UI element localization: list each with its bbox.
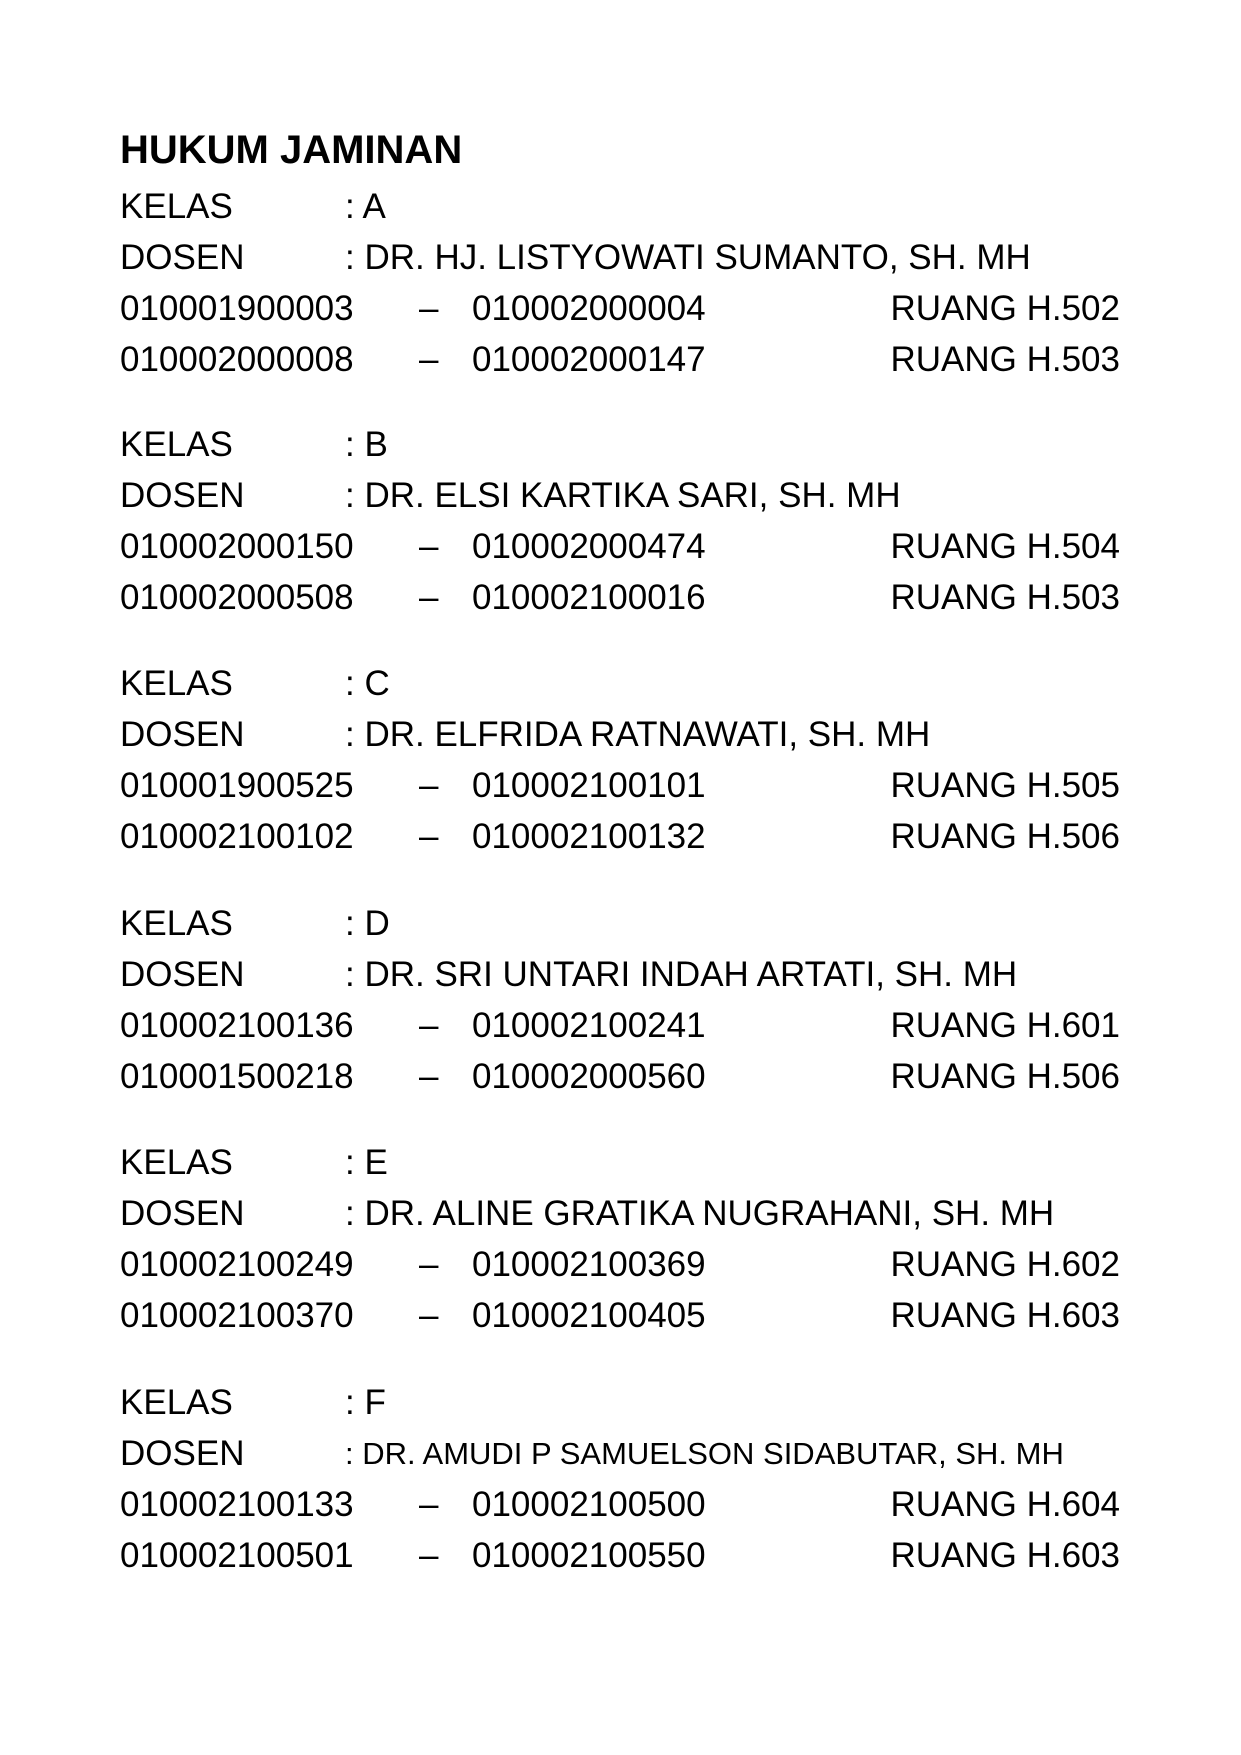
dosen-value: : DR. SRI UNTARI INDAH ARTATI, SH. MH — [345, 955, 1018, 994]
range-dash: – — [419, 340, 439, 379]
document-title: HUKUM JAMINAN — [120, 128, 463, 172]
range-start: 010001900525 — [120, 766, 354, 805]
student-range-row — [120, 1530, 1130, 1581]
room-label: RUANG H.603 — [890, 1296, 1120, 1335]
dosen-label: DOSEN — [120, 1434, 245, 1473]
range-start: 010002100370 — [120, 1296, 354, 1335]
range-dash: – — [419, 1245, 439, 1284]
student-range-row — [120, 760, 1130, 811]
room-label: RUANG H.602 — [890, 1245, 1120, 1284]
dosen-label: DOSEN — [120, 238, 245, 277]
range-dash: – — [419, 1006, 439, 1045]
kelas-label: KELAS — [120, 187, 233, 226]
student-range-row — [120, 572, 1130, 623]
range-end: 010002100550 — [472, 1536, 706, 1575]
dosen-line — [120, 1428, 1130, 1479]
range-start: 010002100249 — [120, 1245, 354, 1284]
range-start: 010002100133 — [120, 1485, 354, 1524]
room-label: RUANG H.604 — [890, 1485, 1120, 1524]
range-dash: – — [419, 1485, 439, 1524]
kelas-line — [120, 898, 1130, 949]
range-end: 010002100405 — [472, 1296, 706, 1335]
student-range-row — [120, 1239, 1130, 1290]
range-start: 010002000508 — [120, 578, 354, 617]
student-range-row — [120, 811, 1130, 862]
range-start: 010001900003 — [120, 289, 354, 328]
dosen-value: : DR. ELFRIDA RATNAWATI, SH. MH — [345, 715, 931, 754]
range-start: 010002100102 — [120, 817, 354, 856]
range-dash: – — [419, 289, 439, 328]
range-end: 010002100241 — [472, 1006, 706, 1045]
range-end: 010002000004 — [472, 289, 706, 328]
range-end: 010002100500 — [472, 1485, 706, 1524]
range-start: 010002000150 — [120, 527, 354, 566]
kelas-line — [120, 181, 1130, 232]
student-range-row — [120, 1290, 1130, 1341]
dosen-label: DOSEN — [120, 476, 245, 515]
range-end: 010002000147 — [472, 340, 706, 379]
range-start: 010001500218 — [120, 1057, 354, 1096]
range-end: 010002000474 — [472, 527, 706, 566]
student-range-row — [120, 334, 1130, 385]
dosen-line — [120, 1188, 1130, 1239]
kelas-value: : F — [345, 1383, 386, 1422]
range-dash: – — [419, 817, 439, 856]
room-label: RUANG H.506 — [890, 1057, 1120, 1096]
student-range-row — [120, 1479, 1130, 1530]
dosen-value: : DR. ALINE GRATIKA NUGRAHANI, SH. MH — [345, 1194, 1055, 1233]
student-range-row — [120, 1000, 1130, 1051]
range-dash: – — [419, 1057, 439, 1096]
range-dash: – — [419, 1536, 439, 1575]
room-label: RUANG H.503 — [890, 340, 1120, 379]
kelas-label: KELAS — [120, 425, 233, 464]
room-label: RUANG H.504 — [890, 527, 1120, 566]
student-range-row — [120, 521, 1130, 572]
range-start: 010002100136 — [120, 1006, 354, 1045]
kelas-value: : D — [345, 904, 390, 943]
dosen-line — [120, 709, 1130, 760]
range-dash: – — [419, 766, 439, 805]
student-range-row — [120, 1051, 1130, 1102]
range-start: 010002100501 — [120, 1536, 354, 1575]
dosen-line — [120, 949, 1130, 1000]
room-label: RUANG H.502 — [890, 289, 1120, 328]
kelas-label: KELAS — [120, 904, 233, 943]
range-dash: – — [419, 527, 439, 566]
dosen-label: DOSEN — [120, 1194, 245, 1233]
range-end: 010002100016 — [472, 578, 706, 617]
kelas-line — [120, 1377, 1130, 1428]
kelas-line — [120, 1137, 1130, 1188]
dosen-value: : DR. ELSI KARTIKA SARI, SH. MH — [345, 476, 901, 515]
room-label: RUANG H.506 — [890, 817, 1120, 856]
class-section-b — [120, 419, 1130, 623]
room-label: RUANG H.503 — [890, 578, 1120, 617]
kelas-value: : A — [345, 187, 386, 226]
kelas-line — [120, 658, 1130, 709]
student-range-row — [120, 283, 1130, 334]
kelas-label: KELAS — [120, 1383, 233, 1422]
kelas-line — [120, 419, 1130, 470]
range-end: 010002100369 — [472, 1245, 706, 1284]
dosen-label: DOSEN — [120, 955, 245, 994]
class-section-d — [120, 898, 1130, 1102]
kelas-label: KELAS — [120, 1143, 233, 1182]
class-section-f — [120, 1377, 1130, 1581]
kelas-value: : B — [345, 425, 388, 464]
dosen-value: : DR. HJ. LISTYOWATI SUMANTO, SH. MH — [345, 238, 1031, 277]
kelas-value: : E — [345, 1143, 388, 1182]
room-label: RUANG H.505 — [890, 766, 1120, 805]
range-end: 010002000560 — [472, 1057, 706, 1096]
dosen-line — [120, 232, 1130, 283]
dosen-label: DOSEN — [120, 715, 245, 754]
class-section-a — [120, 181, 1130, 385]
class-section-e — [120, 1137, 1130, 1341]
class-section-c — [120, 658, 1130, 862]
room-label: RUANG H.603 — [890, 1536, 1120, 1575]
range-end: 010002100132 — [472, 817, 706, 856]
dosen-line — [120, 470, 1130, 521]
range-end: 010002100101 — [472, 766, 706, 805]
kelas-value: : C — [345, 664, 390, 703]
dosen-value: : DR. AMUDI P SAMUELSON SIDABUTAR, SH. MH — [345, 1436, 1064, 1471]
range-start: 010002000008 — [120, 340, 354, 379]
range-dash: – — [419, 1296, 439, 1335]
kelas-label: KELAS — [120, 664, 233, 703]
room-label: RUANG H.601 — [890, 1006, 1120, 1045]
range-dash: – — [419, 578, 439, 617]
